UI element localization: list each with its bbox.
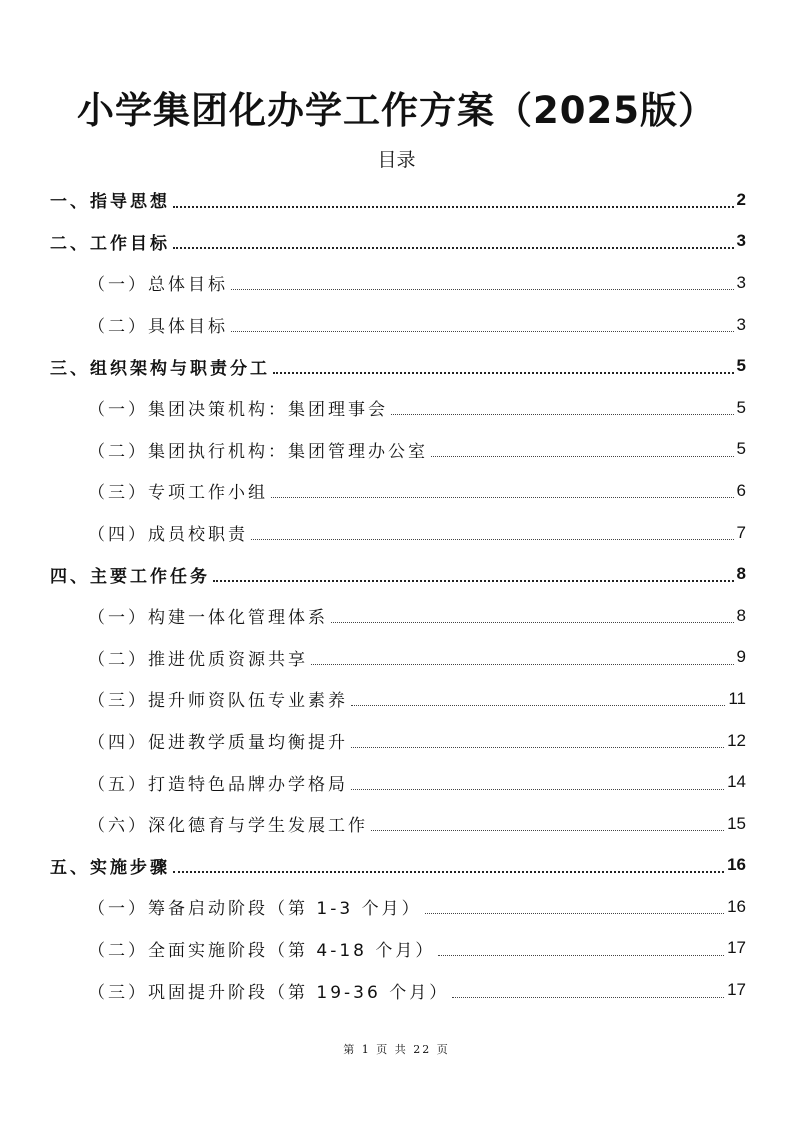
- toc-entry-label: （一）集团决策机构：集团理事会: [88, 400, 388, 421]
- toc-entry-page: 8: [736, 605, 746, 625]
- toc-entry-label: 二、工作目标: [50, 233, 170, 254]
- toc-entry[interactable]: [50, 512, 746, 554]
- toc-entry[interactable]: [50, 553, 746, 595]
- dot-leader: [452, 997, 724, 998]
- toc-entry-label: （四）成员校职责: [88, 525, 248, 546]
- toc-entry[interactable]: [50, 637, 746, 679]
- dot-leader: [438, 955, 724, 956]
- dot-leader: [173, 247, 734, 249]
- dot-leader: [173, 206, 734, 208]
- toc-entry[interactable]: [50, 179, 746, 221]
- toc-entry-page: 5: [736, 356, 746, 376]
- toc-entry[interactable]: [50, 928, 746, 970]
- toc-entry-page: 7: [736, 522, 746, 542]
- dot-leader: [271, 497, 734, 498]
- dot-leader: [351, 789, 724, 790]
- toc-entry-label: （二）集团执行机构：集团管理办公室: [88, 441, 428, 462]
- toc-entry-label: （五）打造特色品牌办学格局: [88, 774, 348, 795]
- toc-entry-label: （二）全面实施阶段（第 4-18 个月）: [88, 940, 436, 961]
- toc-entry-label: （一）筹备启动阶段（第 1-3 个月）: [88, 899, 422, 920]
- dot-leader: [273, 372, 734, 374]
- toc-entry-page: 3: [736, 272, 746, 292]
- toc-entry-page: 5: [736, 439, 746, 459]
- toc-entry-label: 五、实施步骤: [50, 857, 170, 878]
- toc-entry-page: 11: [728, 688, 746, 708]
- toc-entry-page: 15: [727, 813, 746, 833]
- dot-leader: [331, 622, 734, 623]
- table-of-contents: [50, 179, 746, 1011]
- toc-entry[interactable]: [50, 720, 746, 762]
- toc-entry[interactable]: [50, 345, 746, 387]
- toc-entry-page: 5: [736, 397, 746, 417]
- toc-entry-page: 17: [727, 938, 746, 958]
- dot-leader: [231, 289, 734, 290]
- toc-entry-page: 8: [736, 564, 746, 584]
- toc-entry-label: （二）推进优质资源共享: [88, 649, 308, 670]
- toc-entry-label: 一、指导思想: [50, 192, 170, 213]
- toc-entry-label: （四）促进教学质量均衡提升: [88, 733, 348, 754]
- dot-leader: [213, 580, 734, 582]
- toc-entry[interactable]: [50, 387, 746, 429]
- toc-entry[interactable]: [50, 678, 746, 720]
- toc-entry[interactable]: [50, 595, 746, 637]
- toc-entry-page: 2: [736, 189, 746, 209]
- toc-entry-page: 17: [727, 980, 746, 1000]
- toc-entry[interactable]: [50, 304, 746, 346]
- document-title: 小学集团化办学工作方案（2025版）: [77, 89, 716, 132]
- toc-entry-page: 16: [727, 855, 746, 875]
- toc-entry[interactable]: [50, 470, 746, 512]
- toc-entry[interactable]: [50, 221, 746, 263]
- toc-entry[interactable]: [50, 761, 746, 803]
- toc-entry-label: 三、组织架构与职责分工: [50, 358, 270, 379]
- toc-entry-label: （二）具体目标: [88, 317, 228, 338]
- dot-leader: [431, 456, 734, 457]
- toc-entry-label: 四、主要工作任务: [50, 566, 210, 587]
- toc-entry-page: 3: [736, 314, 746, 334]
- toc-entry[interactable]: [50, 969, 746, 1011]
- toc-entry-label: （三）提升师资队伍专业素养: [88, 691, 348, 712]
- page-footer: 第 1 页 共 22 页: [343, 1043, 450, 1056]
- toc-entry-page: 6: [736, 480, 746, 500]
- toc-entry-page: 3: [736, 231, 746, 251]
- toc-entry[interactable]: [50, 262, 746, 304]
- dot-leader: [371, 830, 724, 831]
- toc-entry-label: （三）巩固提升阶段（第 19-36 个月）: [88, 982, 450, 1003]
- dot-leader: [231, 331, 734, 332]
- toc-entry[interactable]: [50, 845, 746, 887]
- toc-entry[interactable]: [50, 886, 746, 928]
- dot-leader: [351, 747, 724, 748]
- dot-leader: [173, 871, 724, 873]
- toc-entry-label: （三）专项工作小组: [88, 483, 268, 504]
- toc-heading: 目录: [377, 149, 416, 171]
- toc-entry-label: （一）构建一体化管理体系: [88, 608, 328, 629]
- toc-entry-page: 14: [727, 772, 746, 792]
- toc-entry[interactable]: [50, 803, 746, 845]
- toc-entry-label: （六）深化德育与学生发展工作: [88, 816, 368, 837]
- toc-entry[interactable]: [50, 429, 746, 471]
- dot-leader: [425, 913, 725, 914]
- toc-entry-page: 12: [727, 730, 746, 750]
- dot-leader: [311, 664, 734, 665]
- dot-leader: [351, 705, 725, 706]
- toc-entry-label: （一）总体目标: [88, 275, 228, 296]
- toc-entry-page: 9: [736, 647, 746, 667]
- toc-entry-page: 16: [727, 896, 746, 916]
- dot-leader: [391, 414, 734, 415]
- dot-leader: [251, 539, 734, 540]
